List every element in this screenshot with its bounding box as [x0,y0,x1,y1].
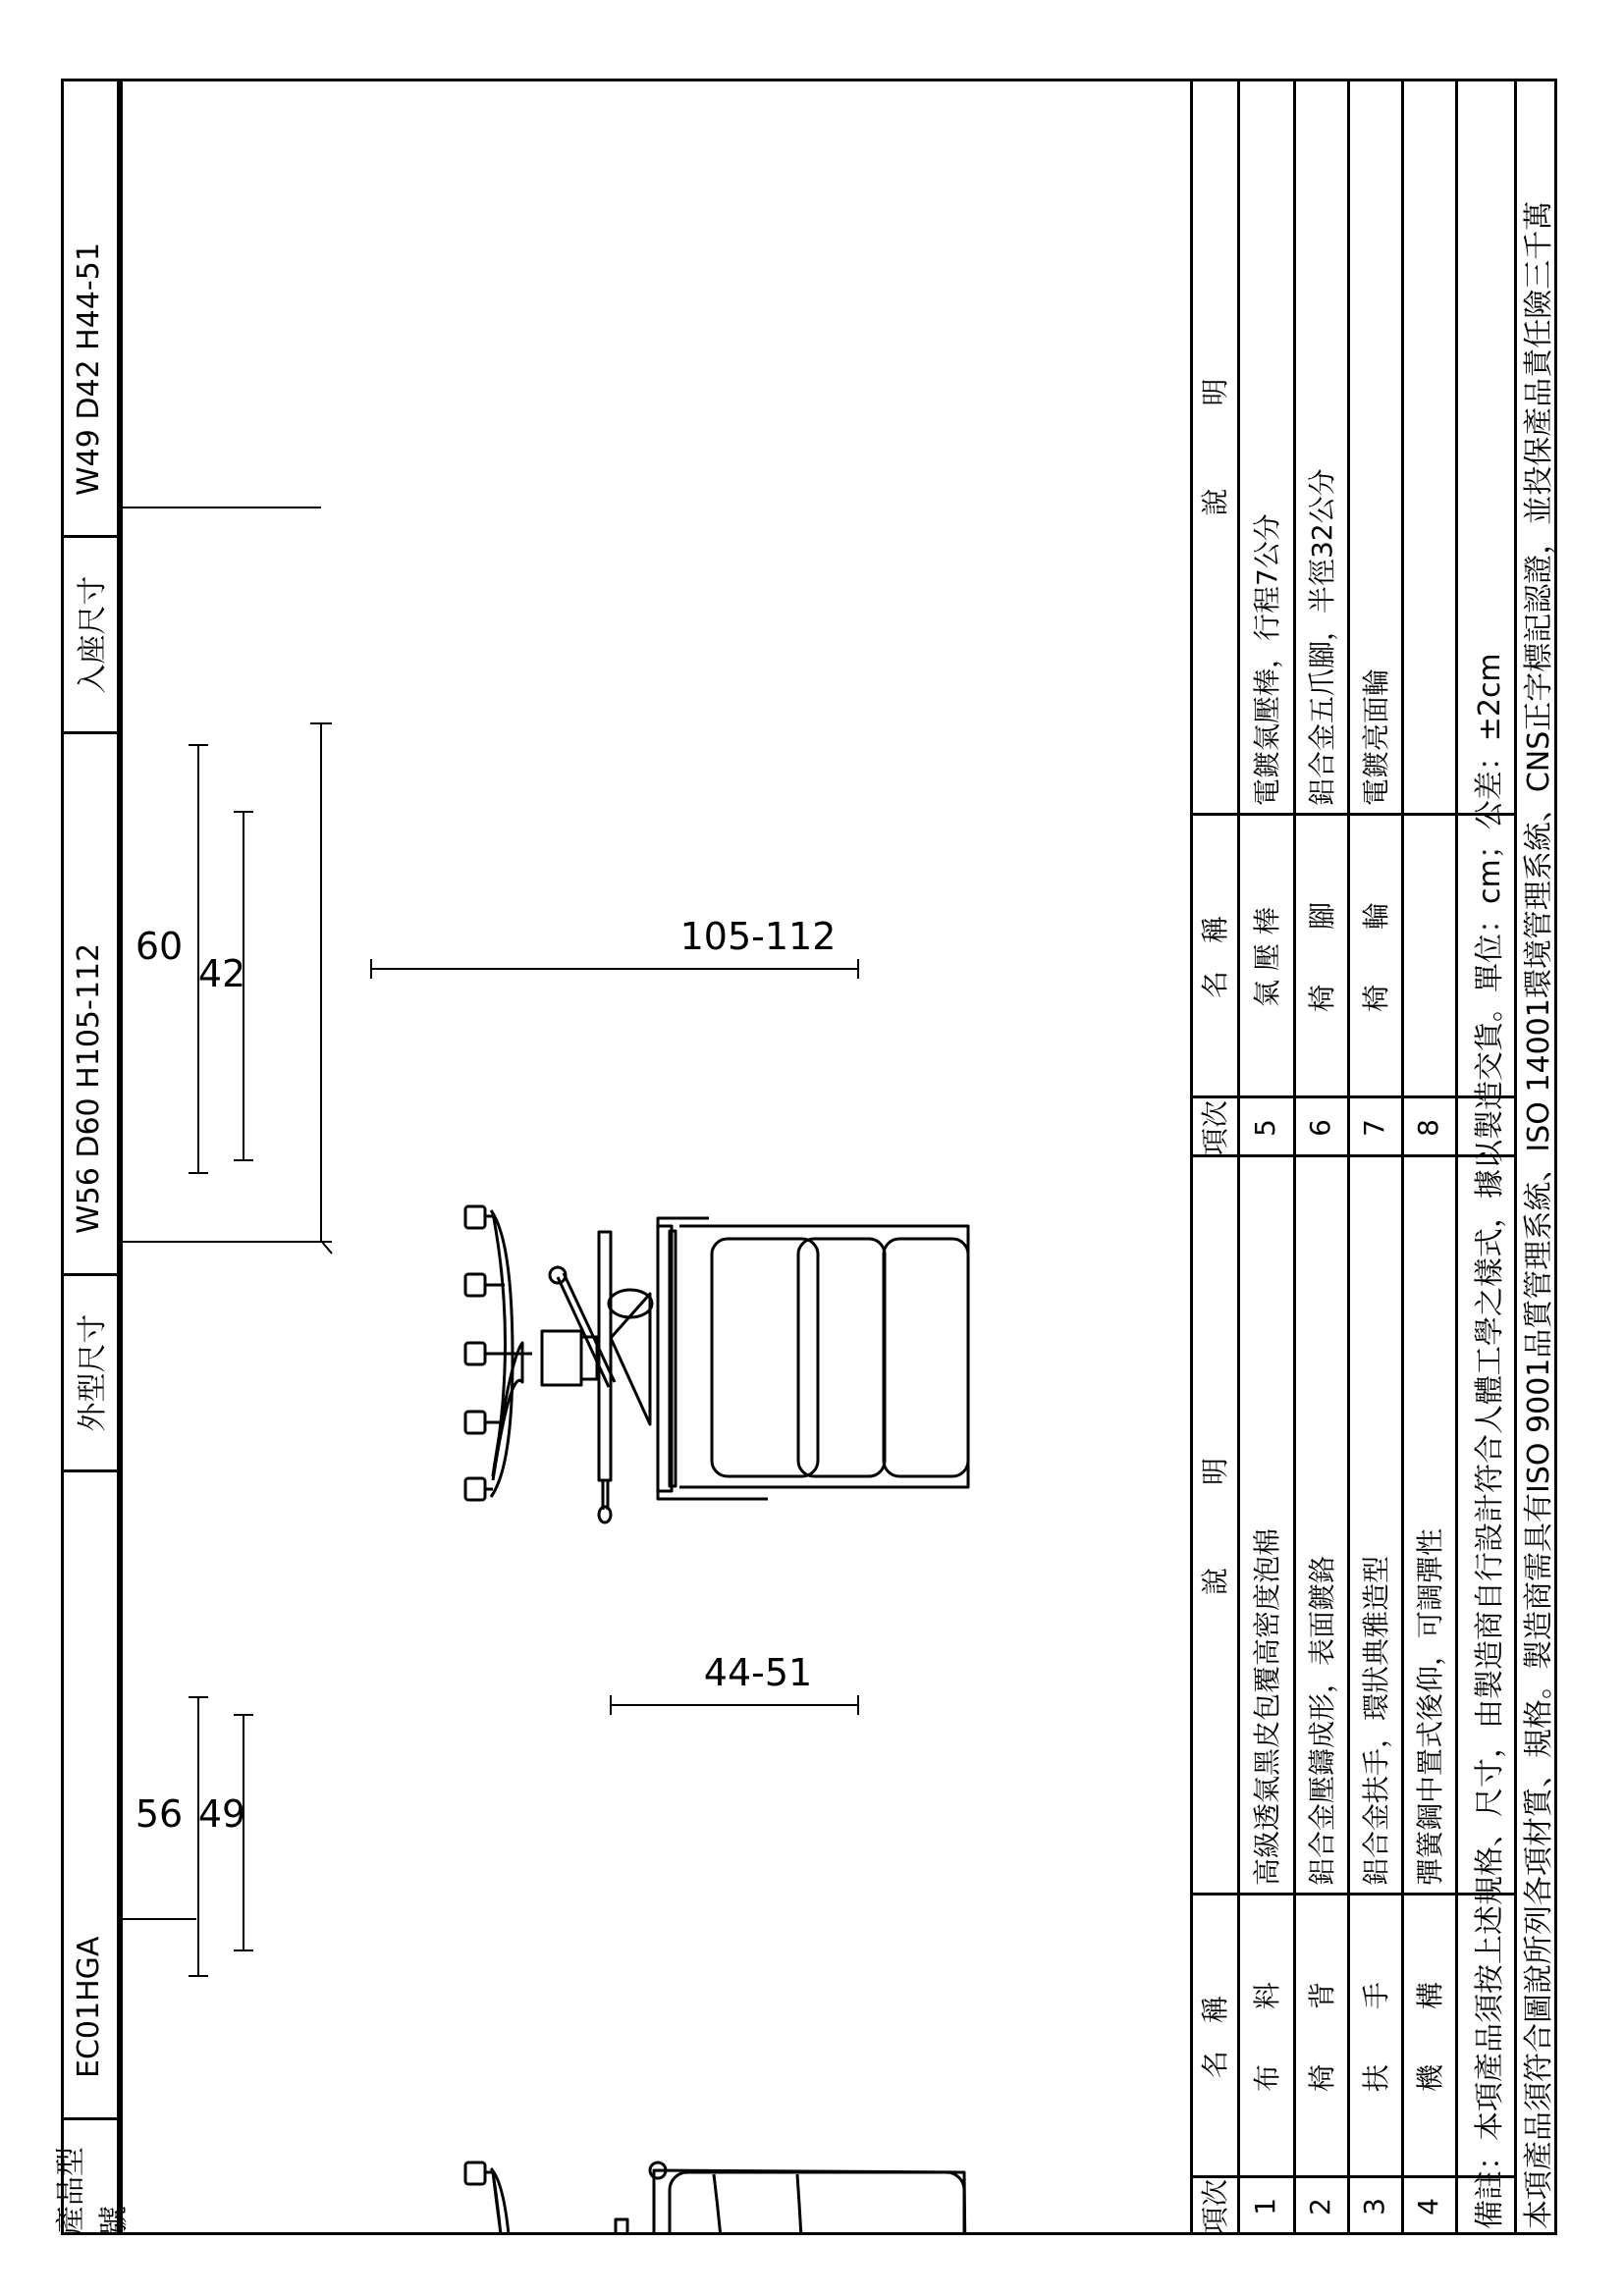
dim-front-width: 56 [135,1792,184,1836]
dim-side-height: 105-112 [679,915,837,958]
row-desc: 鋁合金壓鑄成形，表面鍍鉻 [1305,1555,1338,1886]
chair-drawings [120,79,1190,2235]
dim-front-height: 44-51 [703,1651,813,1694]
front-view [465,1206,968,1522]
row-name: 椅 背 [1305,1982,1338,2093]
side-view [465,2163,967,2235]
row-name: 氣 壓 棒 [1250,907,1283,1007]
row-no: 2 [1304,2198,1336,2216]
row-no: 7 [1358,1119,1390,1137]
row-name: 機 構 [1413,1982,1446,2093]
row-desc: 鋁合金五爪腳，半徑32公分 [1305,468,1338,806]
seat-size-value: W49 D42 H44-51 [61,79,120,535]
dim-side-depth: 60 [135,925,184,968]
col-desc-right: 說 明 [1199,378,1231,516]
row-desc: 彈簧鋼中置式後仰，可調彈性 [1413,1527,1446,1886]
col-name-left: 名 稱 [1199,1996,1231,2079]
row-desc: 鋁合金扶手，環狀典雅造型 [1359,1555,1392,1886]
outer-size-label: 外型尺寸 [61,1273,120,1469]
note-line-1: 備註：本項產品須按上述規格、尺寸，由製造商自行設計符合人體工學之樣式，據以製造交貨。單位：cm；公差：±2cm [1473,653,1507,2229]
row-no: 8 [1412,1119,1444,1137]
row-name: 扶 手 [1359,1982,1392,2093]
row-desc [1401,80,1455,806]
row-desc: 高級透氣黑皮包覆高密度泡棉 [1250,1527,1283,1886]
dim-front-seat-width: 49 [197,1792,246,1836]
spec-table [1190,79,1557,2235]
row-desc: 電鍍氣壓棒，行程7公分 [1250,513,1283,806]
row-no: 5 [1249,1119,1281,1137]
col-item-right: 項次 [1199,1100,1231,1156]
row-no: 4 [1412,2198,1444,2216]
row-desc: 電鍍亮面輪 [1359,667,1392,806]
dim-side-seat-depth: 42 [197,952,246,995]
note-line-2: 本項產品須符合圖說所列各項材質、規格。製造商需具有ISO 9001品質管理系統、ISO 14001環境管理系統、CNS正字標記認證，並投保產品責任險三千萬 [1522,200,1556,2229]
row-no: 3 [1358,2198,1390,2216]
seat-size-label: 入座尺寸 [61,535,120,731]
row-name [1401,816,1455,1098]
row-no: 6 [1304,1119,1336,1137]
row-no: 1 [1249,2198,1281,2216]
row-name: 椅 輪 [1359,902,1392,1013]
col-item-left: 項次 [1199,2179,1231,2235]
landscape-drawing-sheet [53,77,1559,2235]
outer-size-value: W56 D60 H105-112 [61,731,120,1273]
row-name: 椅 腳 [1305,902,1338,1013]
row-name: 布 料 [1250,1982,1283,2093]
model-value: EC01HGA [61,1469,120,2117]
model-label: 產品型號 [61,2117,120,2235]
col-desc-left: 說 明 [1199,1458,1231,1596]
col-name-right: 名 稱 [1199,916,1231,999]
